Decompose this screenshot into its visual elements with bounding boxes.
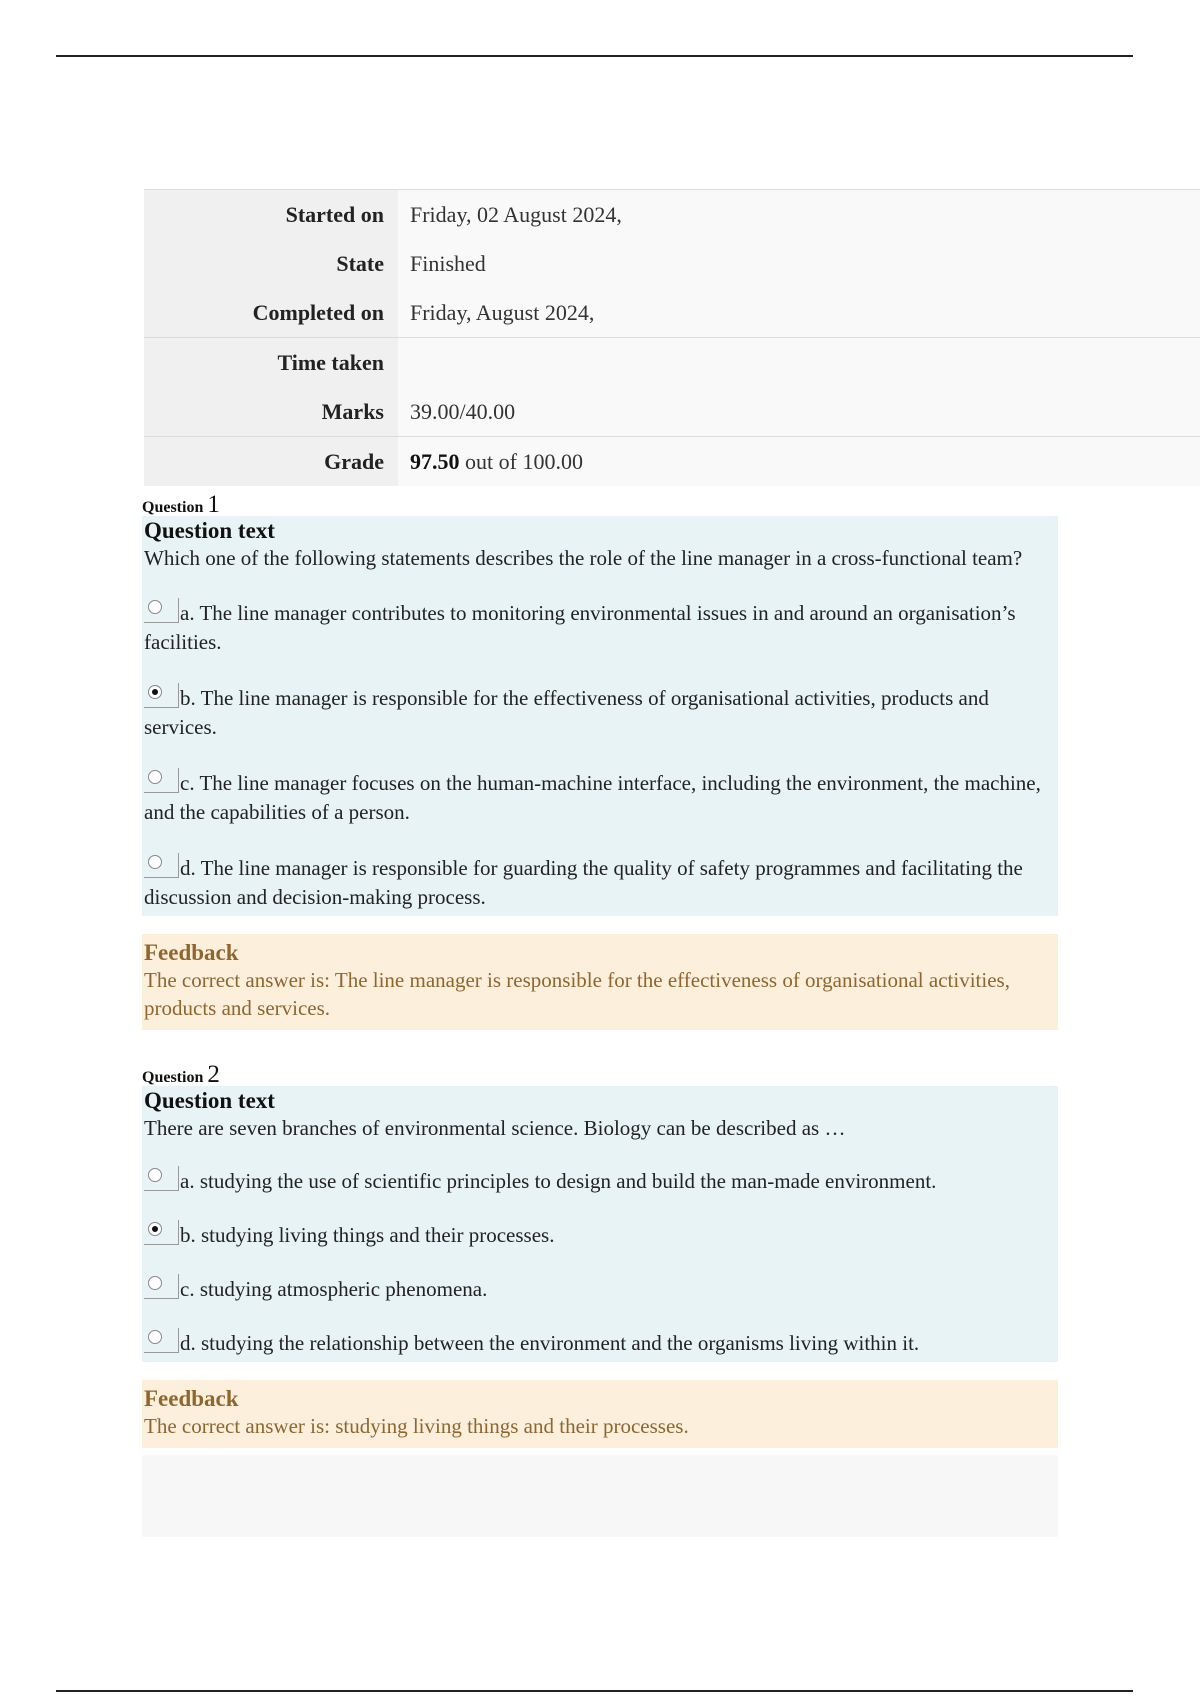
radio-button-selected[interactable]	[148, 685, 162, 699]
feedback-panel	[142, 934, 1058, 1030]
summary-label: Grade	[144, 437, 398, 487]
answer-option-d[interactable]: d. studying the relationship between the environment and the organisms living within it.	[144, 1328, 1054, 1358]
answer-options	[144, 1166, 1054, 1358]
question-formulation	[142, 516, 1058, 916]
grade-score: 97.50	[410, 448, 460, 474]
summary-value: Friday, 02 August 2024,	[398, 190, 1200, 240]
summary-row-state	[144, 239, 1200, 288]
question-number: Question 1	[142, 491, 220, 518]
radio-button[interactable]	[148, 1276, 162, 1290]
grade-out-of: out of 100.00	[459, 448, 583, 474]
feedback-heading: Feedback	[144, 1386, 239, 1411]
answer-option-a[interactable]: a. studying the use of scientific principles to design and build the man-made environment.	[144, 1166, 1054, 1196]
summary-label: Marks	[144, 387, 398, 437]
question-number-value: 2	[207, 1061, 220, 1088]
answer-option-c[interactable]: c. studying atmospheric phenomena.	[144, 1274, 1054, 1304]
summary-row-started	[144, 190, 1200, 240]
summary-value	[398, 338, 1200, 388]
page-bottom-rule	[56, 1690, 1133, 1692]
question-1	[142, 490, 1058, 1030]
question-number-value: 1	[207, 491, 220, 518]
radio-button[interactable]	[148, 770, 162, 784]
radio-button[interactable]	[148, 600, 162, 614]
summary-row-time	[144, 338, 1200, 388]
attempt-summary-table	[144, 189, 1200, 486]
summary-value: Finished	[398, 239, 1200, 288]
summary-label: State	[144, 239, 398, 288]
radio-button[interactable]	[148, 1168, 162, 1182]
summary-value: 39.00/40.00	[398, 387, 1200, 437]
answer-option-d[interactable]: d. The line manager is responsible for guarding the quality of safety programmes and facilitating the discussion and decision-making process.	[144, 853, 1054, 912]
summary-value: Friday, August 2024,	[398, 288, 1200, 338]
summary-row-grade	[144, 437, 1200, 487]
summary-value	[398, 437, 1200, 487]
feedback-text: The correct answer is: studying living things and their processes.	[144, 1414, 689, 1438]
question-number: Question 2	[142, 1061, 220, 1088]
question-text-heading: Question text	[144, 518, 275, 543]
answer-option-b[interactable]: b. The line manager is responsible for the effectiveness of organisational activities, products and services.	[144, 683, 1054, 742]
radio-button[interactable]	[148, 1330, 162, 1344]
summary-label: Completed on	[144, 288, 398, 338]
feedback-heading: Feedback	[144, 940, 239, 965]
feedback-panel	[142, 1380, 1058, 1448]
question-text-heading: Question text	[144, 1088, 275, 1113]
answer-option-a[interactable]: a. The line manager contributes to monitoring environmental issues in and around an organisation’s facilities.	[144, 598, 1054, 657]
feedback-text: The correct answer is: The line manager is responsible for the effectiveness of organisational activities, products and services.	[144, 968, 1010, 1020]
question-text: There are seven branches of environmental science. Biology can be described as …	[144, 1116, 846, 1140]
radio-button-selected[interactable]	[148, 1222, 162, 1236]
radio-button[interactable]	[148, 855, 162, 869]
answer-option-b[interactable]: b. studying living things and their processes.	[144, 1220, 1054, 1250]
answer-options	[144, 598, 1054, 912]
summary-row-completed	[144, 288, 1200, 338]
question-formulation	[142, 1086, 1058, 1362]
summary-label: Started on	[144, 190, 398, 240]
answer-option-c[interactable]: c. The line manager focuses on the human-machine interface, including the environment, the machine, and the capabilities of a person.	[144, 768, 1054, 827]
page-top-rule	[56, 55, 1133, 57]
question-2	[142, 1060, 1058, 1448]
summary-label: Time taken	[144, 338, 398, 388]
summary-row-marks	[144, 387, 1200, 437]
blank-panel	[142, 1455, 1058, 1537]
question-text: Which one of the following statements describes the role of the line manager in a cross-functional team?	[144, 546, 1023, 570]
